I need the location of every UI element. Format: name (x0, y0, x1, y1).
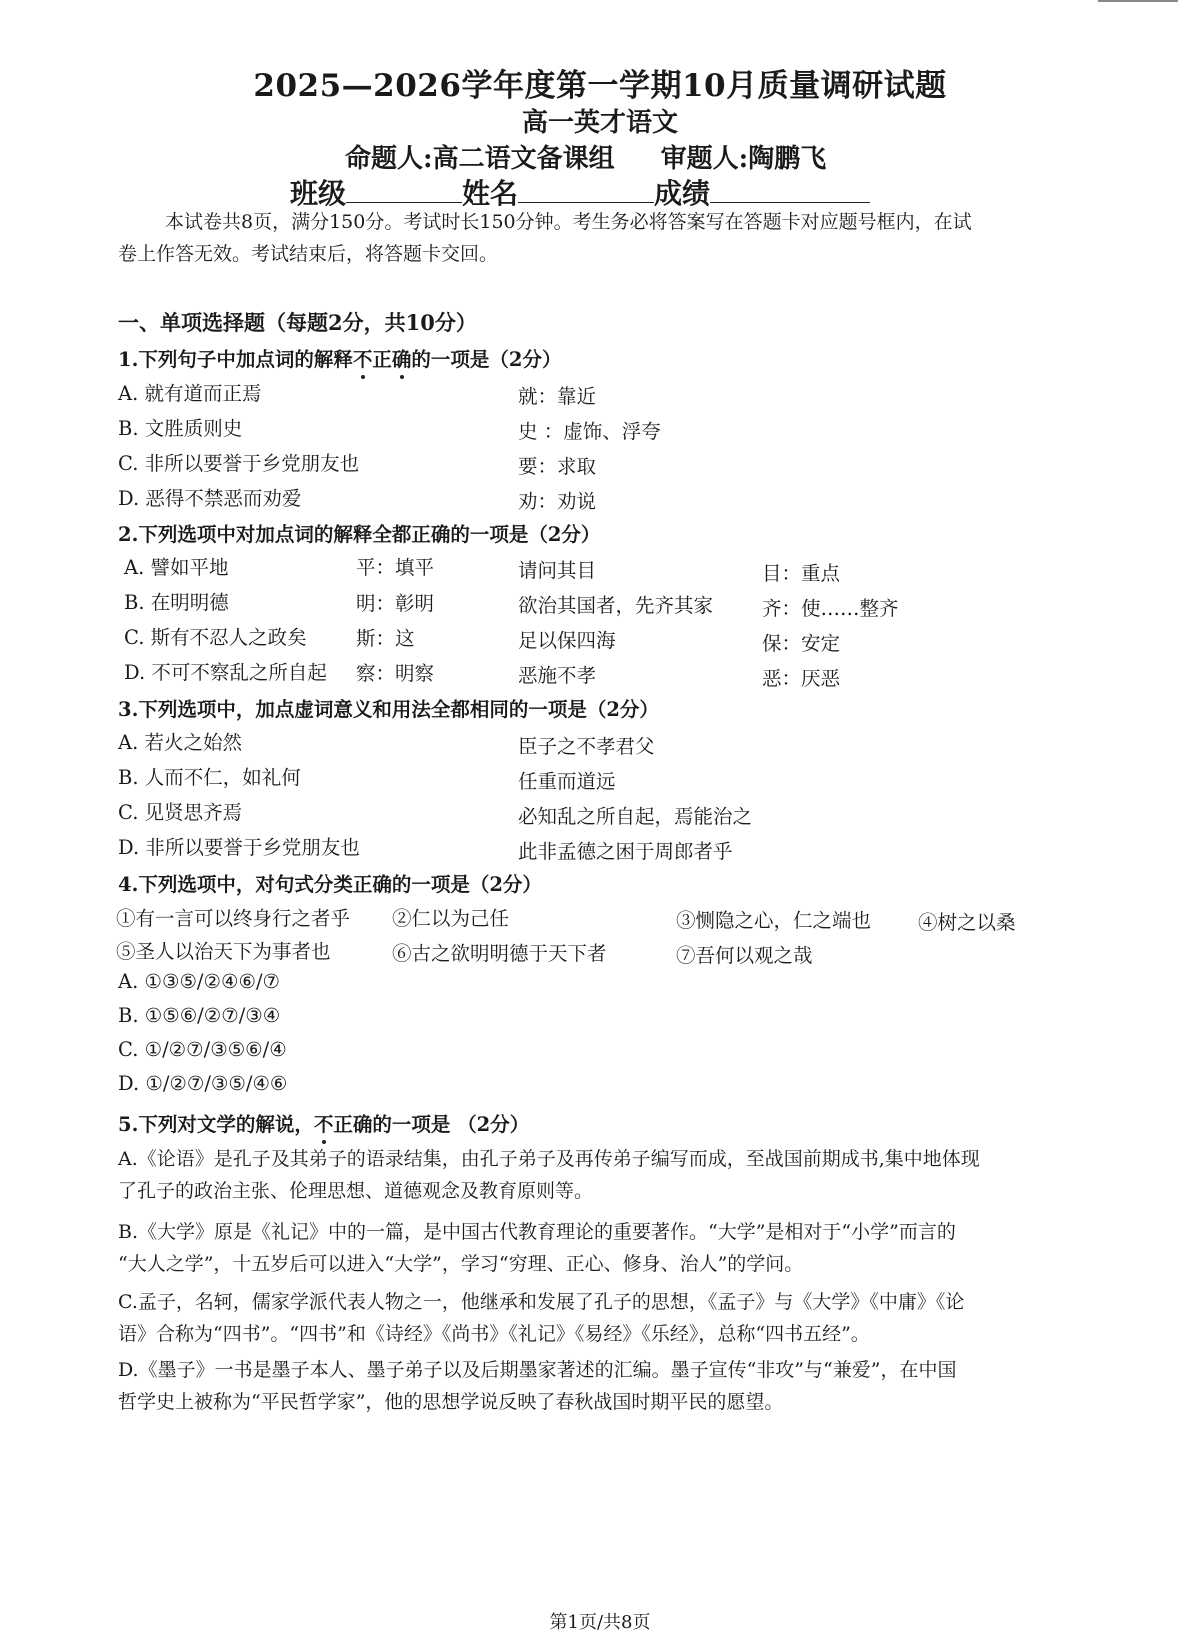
q2-option-a: A. 譬如平地 (124, 556, 229, 579)
instructions-line-2: 卷上作答无效。考试结束后，将答题卡交回。 (118, 243, 499, 265)
score-label: 成绩 (654, 177, 711, 210)
q2-option-b-phrase-gloss: 齐：使……整齐 (762, 597, 899, 620)
q2-option-c-gloss: 斯：这 (356, 627, 415, 650)
q2-stem: 2.下列选项中对加点词的解释全都正确的一项是（2分） (118, 523, 601, 546)
q2-option-c-phrase: 足以保四海 (518, 629, 616, 652)
q4-sentence-5: ⑤圣人以治天下为事者也 (116, 940, 331, 963)
q1-stem (118, 344, 561, 372)
q2-option-b: B. 在明明德 (124, 591, 229, 614)
exam-title: 2025—2026学年度第一学期10月质量调研试题 (253, 68, 947, 104)
student-info-row (290, 172, 870, 212)
q5-option-b-line-1: B.《大学》原是《礼记》中的一篇，是中国古代教育理论的重要著作。“大学”是相对于“小学”而言的 (118, 1221, 956, 1243)
class-blank[interactable] (346, 176, 462, 203)
q4-stem: 4.下列选项中，对句式分类正确的一项是（2分） (118, 873, 542, 896)
q2-option-c: C. 斯有不忍人之政矣 (124, 626, 307, 649)
q3-option-d: D. 非所以要誉于乡党朋友也 (118, 836, 360, 859)
q2-option-b-phrase: 欲治其国者，先齐其家 (518, 594, 714, 617)
q4-sentence-7: ⑦吾何以观之哉 (676, 944, 813, 967)
q5-option-b-line-2: “大人之学”，十五岁后可以进入“大学”，学习“穷理、正心、修身、治人”的学问。 (118, 1253, 804, 1275)
q4-option-a: A. ①③⑤/②④⑥/⑦ (118, 970, 280, 993)
q3-option-b: B. 人而不仁，如礼何 (118, 766, 301, 789)
q4-option-d: D. ①/②⑦/③⑤/④⑥ (118, 1072, 288, 1095)
q1-stem-mid: 正 (372, 348, 392, 371)
scan-mark (1098, 0, 1178, 6)
setter-label: 命题人: (345, 144, 433, 174)
q4-sentence-1: ①有一言可以终身行之者乎 (116, 907, 351, 930)
reviewer-name: 陶鹏飞 (748, 144, 827, 174)
q3-stem: 3.下列选项中，加点虚词意义和用法全都相同的一项是（2分） (118, 698, 659, 721)
q2-option-a-gloss: 平：填平 (356, 556, 435, 579)
q4-sentence-2: ②仁以为己任 (392, 907, 510, 930)
q4-option-c: C. ①/②⑦/③⑤⑥/④ (118, 1038, 287, 1061)
q5-stem-pre: 5.下列对文学的解说， (118, 1113, 314, 1136)
q2-option-d-phrase: 恶施不孝 (518, 664, 597, 687)
instructions-line-1: 本试卷共8页，满分150分。考试时长150分钟。考生务必将答案写在答题卡对应题号框内，在试 (165, 211, 972, 233)
q1-option-a-gloss: 就：靠近 (518, 385, 597, 408)
q5-option-a-line-2: 了孔子的政治主张、伦理思想、道德观念及教育原则等。 (118, 1180, 594, 1202)
q1-option-d: D. 恶得不禁恶而劝爱 (118, 487, 302, 510)
q2-option-a-phrase-gloss: 目：重点 (762, 562, 841, 585)
q3-option-d-phrase: 此非孟德之困于周郎者乎 (518, 840, 733, 863)
q5-option-d-line-2: 哲学史上被称为“平民哲学家”，他的思想学说反映了春秋战国时期平民的愿望。 (118, 1391, 784, 1413)
q5-stem (118, 1109, 529, 1137)
q1-stem-pre: 1.下列句子中加点词的解释 (118, 348, 353, 371)
q1-stem-dot-1: 不 (353, 344, 373, 372)
score-blank[interactable] (710, 176, 870, 203)
section-heading: 一、单项选择题（每题2分，共10分） (118, 310, 477, 335)
q1-stem-dot-2: 确 (392, 344, 412, 372)
q4-sentence-6: ⑥古之欲明明德于天下者 (392, 942, 607, 965)
exam-authors (345, 138, 826, 175)
q2-option-c-phrase-gloss: 保：安定 (762, 632, 841, 655)
q2-option-b-gloss: 明：彰明 (356, 592, 435, 615)
q1-option-b: B. 文胜质则史 (118, 417, 243, 440)
q2-option-d: D. 不可不察乱之所自起 (124, 661, 327, 684)
q5-option-d-line-1: D.《墨子》一书是墨子本人、墨子弟子以及后期墨家著述的汇编。墨子宣传“非攻”与“兼爱”，在中国 (118, 1359, 957, 1381)
exam-subtitle: 高一英才语文 (521, 108, 678, 138)
q3-option-b-phrase: 任重而道远 (518, 770, 616, 793)
q2-option-d-phrase-gloss: 恶：厌恶 (762, 667, 841, 690)
q1-option-b-gloss: 史 ：虚饰、浮夸 (518, 420, 661, 443)
q4-option-b: B. ①⑤⑥/②⑦/③④ (118, 1004, 281, 1027)
q5-stem-dot: 不 (314, 1109, 334, 1137)
name-label: 姓名 (462, 177, 519, 210)
q5-option-a-line-1: A.《论语》是孔子及其弟子的语录结集，由孔子弟子及再传弟子编写而成，至战国前期成书,集中地体现 (118, 1148, 980, 1170)
q2-option-d-gloss: 察：明察 (356, 662, 435, 685)
q3-option-a-phrase: 臣子之不孝君父 (518, 735, 655, 758)
q1-stem-post: 的一项是（2分） (411, 348, 562, 371)
q1-option-c-gloss: 要：求取 (518, 455, 597, 478)
q1-option-a: A. 就有道而正焉 (118, 382, 262, 405)
q1-option-d-gloss: 劝：劝说 (518, 490, 597, 513)
page-number: 第1页/共8页 (549, 1612, 651, 1633)
setter-name: 高二语文备课组 (432, 144, 615, 174)
class-label: 班级 (290, 177, 347, 210)
q5-option-c-line-2: 语》合称为“四书”。“四书”和《诗经》《尚书》《礼记》《易经》《乐经》，总称“四书五经”。 (118, 1323, 870, 1345)
q4-sentence-3: ③恻隐之心，仁之端也 (676, 909, 872, 932)
q4-sentence-4: ④树之以桑 (918, 911, 1016, 934)
q1-option-c: C. 非所以要誉于乡党朋友也 (118, 452, 360, 475)
q2-option-a-phrase: 请问其目 (518, 559, 597, 582)
q3-option-c-phrase: 必知乱之所自起，焉能治之 (518, 805, 753, 828)
q3-option-c: C. 见贤思齐焉 (118, 801, 243, 824)
q5-option-c-line-1: C.孟子，名轲，儒家学派代表人物之一，他继承和发展了孔子的思想，《孟子》与《大学》《中庸》《论 (118, 1291, 965, 1313)
reviewer-label: 审题人: (660, 144, 749, 174)
name-blank[interactable] (518, 176, 654, 203)
q5-stem-post: 正确的一项是 （2分） (333, 1113, 530, 1136)
q3-option-a: A. 若火之始然 (118, 731, 242, 754)
